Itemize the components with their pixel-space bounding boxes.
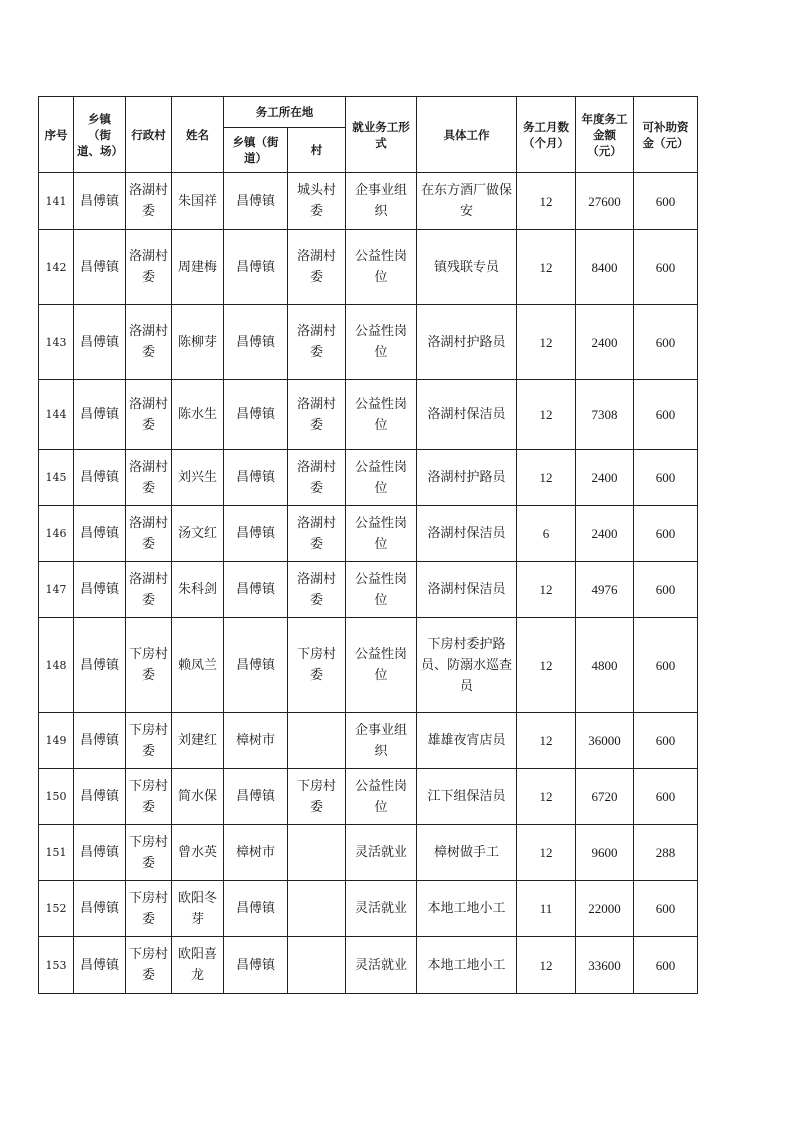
table-row: [39, 937, 698, 994]
cell-work-village: [288, 713, 346, 769]
cell-subsidy: 600: [634, 937, 698, 994]
cell-work-village: 城头村委: [288, 173, 346, 230]
cell-town: 昌傅镇: [74, 769, 126, 825]
cell-months: 12: [517, 562, 576, 618]
cell-subsidy: 600: [634, 713, 698, 769]
cell-work-town: 昌傅镇: [224, 173, 288, 230]
cell-name: 曾水英: [172, 825, 224, 881]
cell-seq: 147: [39, 562, 74, 618]
header-name: 姓名: [172, 97, 224, 173]
cell-months: 12: [517, 173, 576, 230]
cell-subsidy: 600: [634, 506, 698, 562]
cell-annual-amount: 4976: [576, 562, 634, 618]
cell-work-town: 昌傅镇: [224, 305, 288, 380]
cell-months: 12: [517, 618, 576, 713]
cell-employment-form: 企事业组织: [346, 713, 417, 769]
cell-town: 昌傅镇: [74, 173, 126, 230]
cell-work-town: 昌傅镇: [224, 769, 288, 825]
cell-village: 下房村委: [126, 825, 172, 881]
cell-work-village: [288, 825, 346, 881]
cell-months: 6: [517, 506, 576, 562]
cell-seq: 148: [39, 618, 74, 713]
cell-work-town: 昌傅镇: [224, 881, 288, 937]
table-row: [39, 450, 698, 506]
cell-seq: 142: [39, 230, 74, 305]
cell-work-town: 昌傅镇: [224, 380, 288, 450]
cell-annual-amount: 33600: [576, 937, 634, 994]
table-row: [39, 618, 698, 713]
header-work-village: 村: [288, 128, 346, 173]
table-row: [39, 713, 698, 769]
cell-annual-amount: 2400: [576, 450, 634, 506]
cell-subsidy: 600: [634, 450, 698, 506]
header-work-town: 乡镇（街道）: [224, 128, 288, 173]
cell-subsidy: 600: [634, 380, 698, 450]
cell-months: 12: [517, 825, 576, 881]
cell-name: 朱国祥: [172, 173, 224, 230]
cell-job: 樟树做手工: [417, 825, 517, 881]
cell-work-town: 昌傅镇: [224, 562, 288, 618]
cell-annual-amount: 22000: [576, 881, 634, 937]
cell-employment-form: 公益性岗位: [346, 769, 417, 825]
cell-village: 洛湖村委: [126, 562, 172, 618]
cell-months: 11: [517, 881, 576, 937]
cell-village: 下房村委: [126, 769, 172, 825]
cell-name: 简水保: [172, 769, 224, 825]
header-town: 乡镇（街道、场）: [74, 97, 126, 173]
cell-work-town: 樟树市: [224, 825, 288, 881]
cell-seq: 149: [39, 713, 74, 769]
table-row: [39, 769, 698, 825]
table-row: [39, 230, 698, 305]
cell-seq: 145: [39, 450, 74, 506]
cell-work-village: [288, 937, 346, 994]
header-village: 行政村: [126, 97, 172, 173]
table-row: [39, 380, 698, 450]
cell-months: 12: [517, 305, 576, 380]
cell-job: 本地工地小工: [417, 881, 517, 937]
table-body: [39, 173, 698, 994]
cell-months: 12: [517, 769, 576, 825]
cell-annual-amount: 4800: [576, 618, 634, 713]
table-row: [39, 825, 698, 881]
cell-seq: 151: [39, 825, 74, 881]
cell-subsidy: 288: [634, 825, 698, 881]
cell-annual-amount: 9600: [576, 825, 634, 881]
cell-town: 昌傅镇: [74, 937, 126, 994]
cell-work-village: 洛湖村委: [288, 450, 346, 506]
cell-subsidy: 600: [634, 881, 698, 937]
cell-work-village: 下房村委: [288, 618, 346, 713]
cell-town: 昌傅镇: [74, 881, 126, 937]
cell-employment-form: 公益性岗位: [346, 450, 417, 506]
cell-town: 昌傅镇: [74, 618, 126, 713]
cell-annual-amount: 6720: [576, 769, 634, 825]
beneficiary-table: [38, 96, 698, 994]
cell-seq: 143: [39, 305, 74, 380]
cell-annual-amount: 7308: [576, 380, 634, 450]
cell-job: 洛湖村护路员: [417, 305, 517, 380]
cell-name: 欧阳冬芽: [172, 881, 224, 937]
cell-town: 昌傅镇: [74, 380, 126, 450]
cell-village: 洛湖村委: [126, 450, 172, 506]
cell-work-village: 洛湖村委: [288, 230, 346, 305]
cell-annual-amount: 36000: [576, 713, 634, 769]
cell-job: 下房村委护路员、防溺水巡查员: [417, 618, 517, 713]
cell-employment-form: 企事业组织: [346, 173, 417, 230]
header-subsidy: 可补助资金（元）: [634, 97, 698, 173]
cell-name: 赖凤兰: [172, 618, 224, 713]
cell-work-town: 樟树市: [224, 713, 288, 769]
cell-work-village: [288, 881, 346, 937]
cell-annual-amount: 27600: [576, 173, 634, 230]
cell-village: 下房村委: [126, 618, 172, 713]
cell-name: 刘建红: [172, 713, 224, 769]
header-seq: 序号: [39, 97, 74, 173]
cell-work-village: 洛湖村委: [288, 380, 346, 450]
cell-work-village: 洛湖村委: [288, 506, 346, 562]
cell-seq: 150: [39, 769, 74, 825]
cell-seq: 146: [39, 506, 74, 562]
cell-months: 12: [517, 713, 576, 769]
cell-town: 昌傅镇: [74, 506, 126, 562]
cell-subsidy: 600: [634, 618, 698, 713]
cell-work-town: 昌傅镇: [224, 618, 288, 713]
cell-village: 下房村委: [126, 713, 172, 769]
cell-employment-form: 灵活就业: [346, 937, 417, 994]
cell-village: 洛湖村委: [126, 305, 172, 380]
cell-subsidy: 600: [634, 230, 698, 305]
cell-work-village: 下房村委: [288, 769, 346, 825]
cell-job: 洛湖村保洁员: [417, 562, 517, 618]
cell-name: 朱科剑: [172, 562, 224, 618]
table-row: [39, 305, 698, 380]
cell-name: 陈柳芽: [172, 305, 224, 380]
cell-name: 周建梅: [172, 230, 224, 305]
cell-employment-form: 公益性岗位: [346, 562, 417, 618]
cell-subsidy: 600: [634, 305, 698, 380]
header-work-location: 务工所在地: [224, 97, 346, 128]
cell-seq: 141: [39, 173, 74, 230]
cell-town: 昌傅镇: [74, 825, 126, 881]
cell-village: 洛湖村委: [126, 506, 172, 562]
cell-town: 昌傅镇: [74, 305, 126, 380]
table-row: [39, 506, 698, 562]
cell-employment-form: 灵活就业: [346, 881, 417, 937]
cell-job: 江下组保洁员: [417, 769, 517, 825]
cell-job: 在东方酒厂做保安: [417, 173, 517, 230]
table-row: [39, 881, 698, 937]
cell-months: 12: [517, 937, 576, 994]
table-row: [39, 562, 698, 618]
cell-job: 洛湖村保洁员: [417, 506, 517, 562]
cell-subsidy: 600: [634, 173, 698, 230]
cell-village: 洛湖村委: [126, 380, 172, 450]
cell-seq: 144: [39, 380, 74, 450]
cell-months: 12: [517, 230, 576, 305]
cell-annual-amount: 2400: [576, 305, 634, 380]
cell-town: 昌傅镇: [74, 562, 126, 618]
cell-town: 昌傅镇: [74, 230, 126, 305]
cell-job: 本地工地小工: [417, 937, 517, 994]
cell-job: 镇残联专员: [417, 230, 517, 305]
header-months: 务工月数（个月）: [517, 97, 576, 173]
cell-village: 洛湖村委: [126, 230, 172, 305]
cell-village: 洛湖村委: [126, 173, 172, 230]
cell-seq: 153: [39, 937, 74, 994]
cell-work-town: 昌傅镇: [224, 506, 288, 562]
cell-subsidy: 600: [634, 769, 698, 825]
cell-employment-form: 公益性岗位: [346, 380, 417, 450]
cell-name: 汤文红: [172, 506, 224, 562]
cell-village: 下房村委: [126, 937, 172, 994]
header-annual-amount: 年度务工金额（元）: [576, 97, 634, 173]
cell-job: 雄雄夜宵店员: [417, 713, 517, 769]
cell-name: 陈水生: [172, 380, 224, 450]
cell-employment-form: 公益性岗位: [346, 230, 417, 305]
cell-seq: 152: [39, 881, 74, 937]
table-row: [39, 173, 698, 230]
cell-subsidy: 600: [634, 562, 698, 618]
cell-town: 昌傅镇: [74, 450, 126, 506]
cell-name: 刘兴生: [172, 450, 224, 506]
cell-name: 欧阳喜龙: [172, 937, 224, 994]
cell-job: 洛湖村保洁员: [417, 380, 517, 450]
cell-months: 12: [517, 450, 576, 506]
cell-annual-amount: 2400: [576, 506, 634, 562]
cell-work-village: 洛湖村委: [288, 305, 346, 380]
cell-work-town: 昌傅镇: [224, 450, 288, 506]
header-employment-form: 就业务工形式: [346, 97, 417, 173]
header-job: 具体工作: [417, 97, 517, 173]
cell-months: 12: [517, 380, 576, 450]
cell-work-town: 昌傅镇: [224, 230, 288, 305]
cell-village: 下房村委: [126, 881, 172, 937]
cell-town: 昌傅镇: [74, 713, 126, 769]
cell-annual-amount: 8400: [576, 230, 634, 305]
cell-employment-form: 灵活就业: [346, 825, 417, 881]
cell-work-town: 昌傅镇: [224, 937, 288, 994]
cell-employment-form: 公益性岗位: [346, 305, 417, 380]
cell-work-village: 洛湖村委: [288, 562, 346, 618]
cell-employment-form: 公益性岗位: [346, 506, 417, 562]
cell-employment-form: 公益性岗位: [346, 618, 417, 713]
cell-job: 洛湖村护路员: [417, 450, 517, 506]
